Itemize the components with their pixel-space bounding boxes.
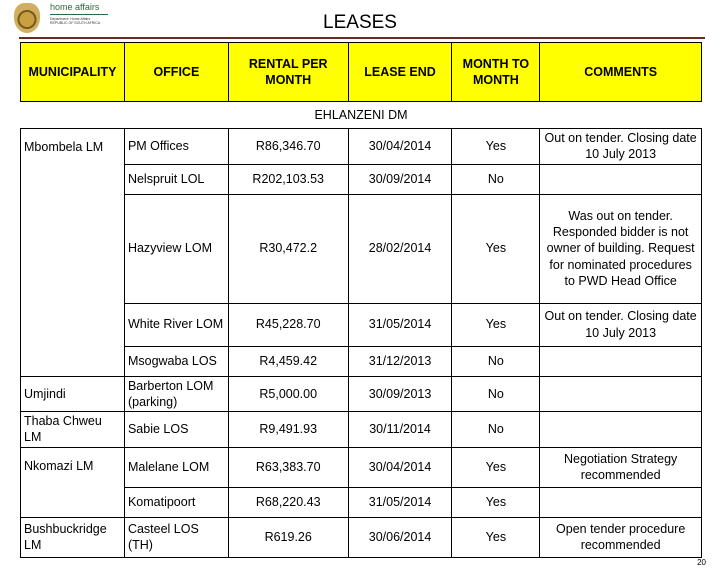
municipality-cell: Bushbuckridge LM [21,517,125,557]
office-cell: White River LOM [124,303,228,346]
month-to-month-cell: No [452,412,540,448]
page-number: 20 [697,558,706,567]
logo-brand: home affairs [50,2,100,12]
month-to-month-cell: No [452,164,540,194]
lease-end-cell: 30/09/2013 [348,376,452,412]
rental-cell: R45,228.70 [228,303,348,346]
office-cell: Hazyview LOM [124,194,228,303]
rental-cell: R86,346.70 [228,129,348,165]
comments-cell [540,412,702,448]
lease-end-cell: 31/05/2014 [348,303,452,346]
office-cell: Komatipoort [124,487,228,517]
leases-table [20,42,702,558]
office-cell: Sabie LOS [124,412,228,448]
lease-end-cell: 30/09/2014 [348,164,452,194]
month-to-month-cell: No [452,346,540,376]
rental-cell: R4,459.42 [228,346,348,376]
comments-cell [540,164,702,194]
table-row [21,376,702,412]
office-cell: Barberton LOM (parking) [124,376,228,412]
comments-cell: Out on tender. Closing date 10 July 2013 [540,303,702,346]
rental-cell: R63,383.70 [228,447,348,487]
lease-end-cell: 30/06/2014 [348,517,452,557]
lease-end-cell: 30/04/2014 [348,447,452,487]
logo-subtitle: Department: Home Affairs REPUBLIC OF SOUTH AFRICA [50,14,108,25]
header-row [21,43,702,102]
comments-cell: Negotiation Strategy recommended [540,447,702,487]
comments-cell: Was out on tender. Responded bidder is not owner of building. Request for nominated procedures to PWD Head Office [540,194,702,303]
table-row [21,129,702,165]
comments-cell [540,376,702,412]
municipality-cell: Thaba Chweu LM [21,412,125,448]
municipality-cell: Mbombela LM [21,129,125,377]
table-row [21,447,702,487]
month-to-month-cell: Yes [452,487,540,517]
comments-cell: Open tender procedure recommended [540,517,702,557]
section-row [21,102,702,129]
header-office: OFFICE [124,43,228,102]
comments-cell [540,346,702,376]
table-row [21,412,702,448]
municipality-cell: Umjindi [21,376,125,412]
rental-cell: R202,103.53 [228,164,348,194]
month-to-month-cell: Yes [452,303,540,346]
rental-cell: R5,000.00 [228,376,348,412]
office-cell: Malelane LOM [124,447,228,487]
lease-end-cell: 31/05/2014 [348,487,452,517]
office-cell: PM Offices [124,129,228,165]
month-to-month-cell: Yes [452,517,540,557]
header-month-to-month: MONTH TO MONTH [452,43,540,102]
lease-end-cell: 30/11/2014 [348,412,452,448]
comments-cell: Out on tender. Closing date 10 July 2013 [540,129,702,165]
header-municipality: MUNICIPALITY [21,43,125,102]
office-cell: Casteel LOS (TH) [124,517,228,557]
month-to-month-cell: Yes [452,194,540,303]
office-cell: Msogwaba LOS [124,346,228,376]
title-divider [19,37,705,39]
municipality-cell: Nkomazi LM [21,447,125,517]
page-title: LEASES [323,12,397,33]
rental-cell: R619.26 [228,517,348,557]
office-cell: Nelspruit LOL [124,164,228,194]
header-comments: COMMENTS [540,43,702,102]
month-to-month-cell: Yes [452,129,540,165]
rental-cell: R9,491.93 [228,412,348,448]
section-title: EHLANZENI DM [21,102,702,129]
lease-end-cell: 31/12/2013 [348,346,452,376]
month-to-month-cell: No [452,376,540,412]
lease-end-cell: 30/04/2014 [348,129,452,165]
lease-end-cell: 28/02/2014 [348,194,452,303]
header-lease-end: LEASE END [348,43,452,102]
comments-cell [540,487,702,517]
month-to-month-cell: Yes [452,447,540,487]
rental-cell: R30,472.2 [228,194,348,303]
table-row [21,517,702,557]
header-rental: RENTAL PER MONTH [228,43,348,102]
rental-cell: R68,220.43 [228,487,348,517]
